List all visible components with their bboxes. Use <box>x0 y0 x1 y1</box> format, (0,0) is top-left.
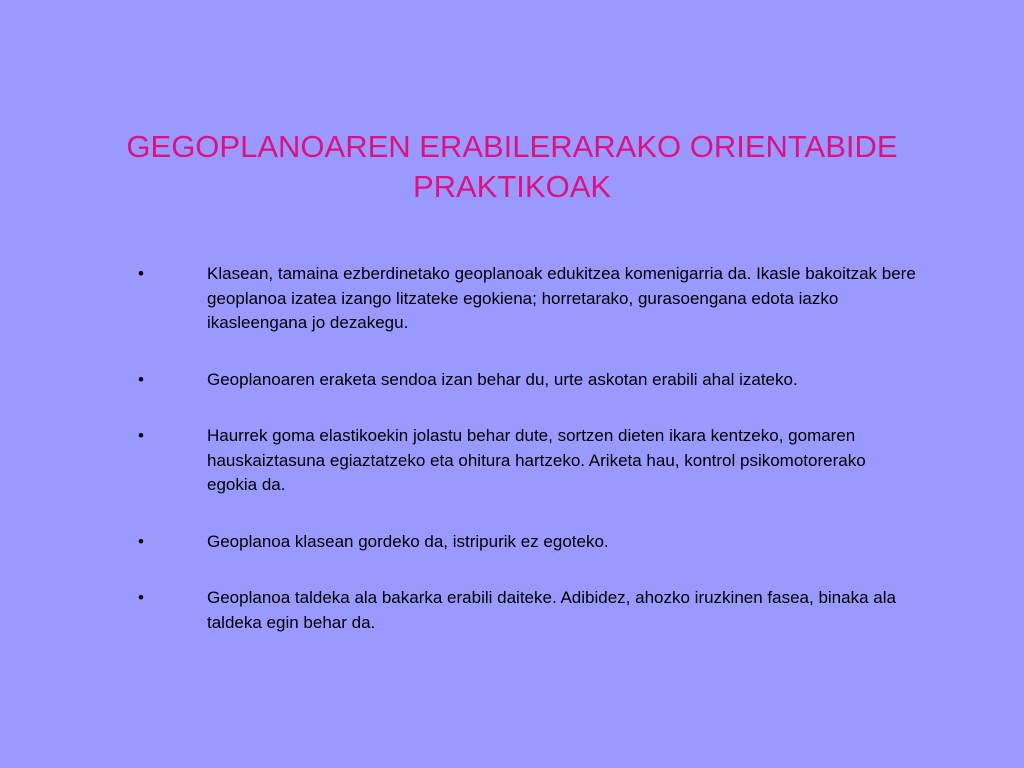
bullet-icon: • <box>138 588 144 607</box>
bullet-item-5 <box>138 586 918 635</box>
bullet-icon: • <box>138 426 144 445</box>
bullet-list <box>138 262 918 635</box>
bullet-item-2 <box>138 368 918 393</box>
slide-title-line-2: PRAKTIKOAK <box>412 169 612 204</box>
bullet-text: Klasean, tamaina ezberdinetako geoplanoak edukitzea komenigarria da. Ikasle bakoitzak bere geoplanoa izatea izango litzateke egokiena; horretarako, gurasoengana edota iazko ikasleengana jo dezakegu. <box>207 264 916 332</box>
bullet-icon: • <box>138 369 144 389</box>
bullet-icon: • <box>138 531 144 551</box>
bullet-text: Geoplanoa klasean gordeko da, istripurik ez egoteko. <box>207 531 609 551</box>
bullet-text: Geoplanoa taldeka ala bakarka erabili daiteke. Adibidez, ahozko iruzkinen fasea, binaka ala taldeka egin behar da. <box>207 588 896 632</box>
bullet-icon: • <box>138 264 144 283</box>
slide-title <box>60 127 964 207</box>
bullet-text: Haurrek goma elastikoekin jolastu behar dute, sortzen dieten ikara kentzeko, gomaren hauskaiztasuna egiaztatzeko eta ohitura hartzeko. Ariketa hau, kontrol psikomotorerako egokia da. <box>207 426 866 494</box>
slide-title-line-1: GEGOPLANOAREN ERABILERARAKO ORIENTABIDE <box>126 129 898 164</box>
bullet-item-3 <box>138 424 918 498</box>
bullet-item-4 <box>138 530 918 555</box>
bullet-item-1 <box>138 262 918 336</box>
bullet-text: Geoplanoaren eraketa sendoa izan behar du, urte askotan erabili ahal izateko. <box>207 369 798 389</box>
